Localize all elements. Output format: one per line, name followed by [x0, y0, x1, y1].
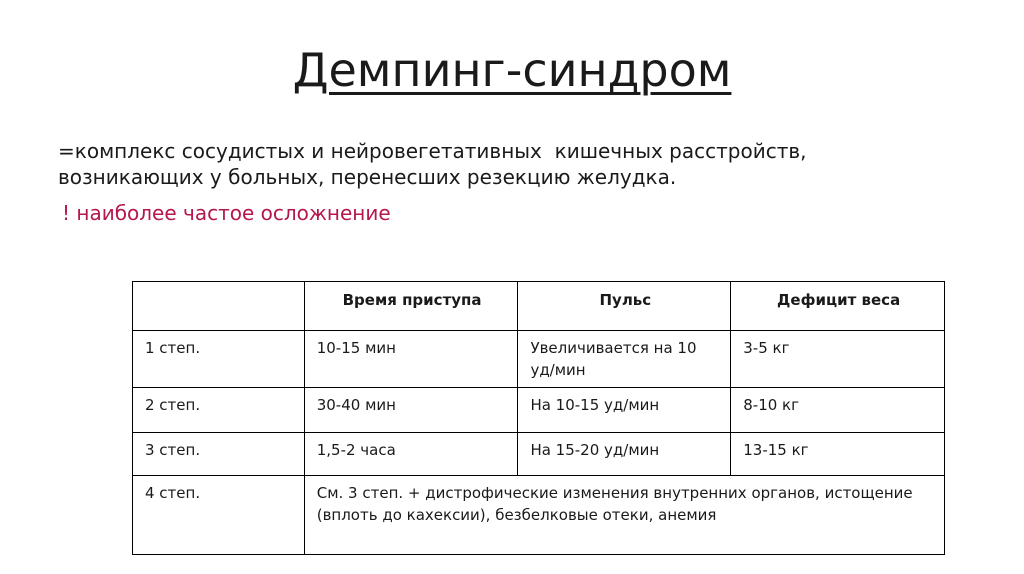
grade-cell: 2 степ.	[133, 388, 305, 433]
attack-time-cell: 1,5-2 часа	[304, 433, 518, 476]
severity-table	[132, 281, 945, 555]
grade-4-description-cell: См. 3 степ. + дистрофические изменения внутренних органов, истощение (вплоть до кахексии), безбелковые отеки, анемия	[304, 476, 944, 555]
weight-deficit-cell: 3-5 кг	[731, 331, 945, 388]
pulse-cell: На 10-15 уд/мин	[518, 388, 731, 433]
table-row	[133, 433, 945, 476]
definition-line-1: =комплекс сосудистых и нейровегетативных кишечных расстройств,	[58, 139, 807, 163]
header-pulse: Пульс	[518, 282, 731, 331]
table-row	[133, 388, 945, 433]
weight-deficit-cell: 13-15 кг	[731, 433, 945, 476]
attack-time-cell: 10-15 мин	[304, 331, 518, 388]
table-row	[133, 476, 945, 555]
slide-title-text: Демпинг-синдром	[292, 43, 732, 97]
pulse-cell: На 15-20 уд/мин	[518, 433, 731, 476]
complication-note: ! наиболее частое осложнение	[62, 201, 391, 225]
header-attack-time: Время приступа	[304, 282, 518, 331]
table-header-row	[133, 282, 945, 331]
header-empty	[133, 282, 305, 331]
header-weight-deficit: Дефицит веса	[731, 282, 945, 331]
weight-deficit-cell: 8-10 кг	[731, 388, 945, 433]
pulse-cell: Увеличивается на 10 уд/мин	[518, 331, 731, 388]
definition-text	[58, 138, 958, 190]
slide-title	[0, 40, 1024, 100]
grade-cell: 3 степ.	[133, 433, 305, 476]
attack-time-cell: 30-40 мин	[304, 388, 518, 433]
grade-cell: 1 степ.	[133, 331, 305, 388]
grade-cell: 4 степ.	[133, 476, 305, 555]
table-row	[133, 331, 945, 388]
definition-line-2: возникающих у больных, перенесших резекцию желудка.	[58, 165, 677, 189]
